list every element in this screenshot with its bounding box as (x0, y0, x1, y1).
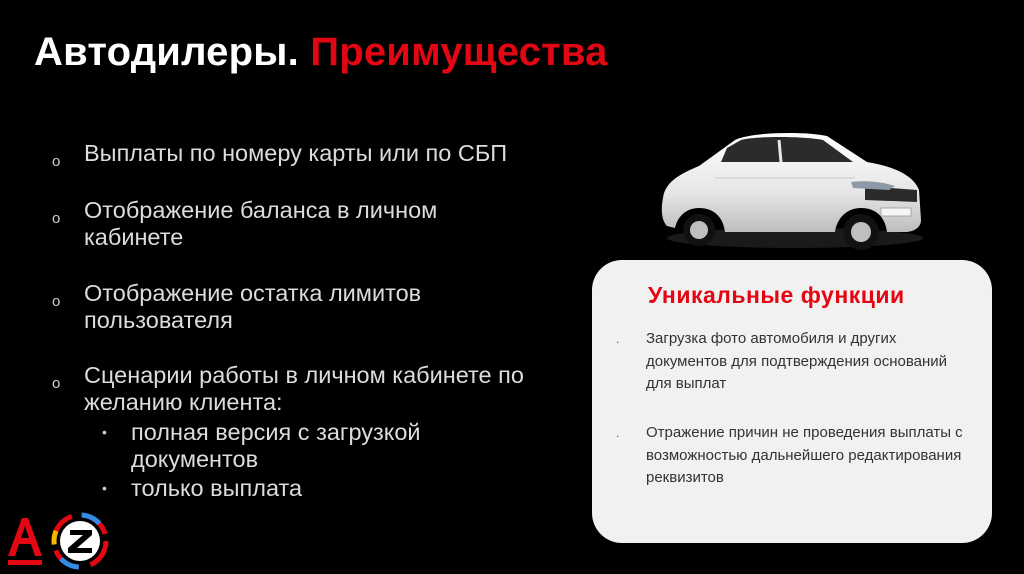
list-item (616, 328, 976, 396)
alfa-logo-icon (8, 518, 42, 565)
bullet-marker: o (52, 375, 61, 392)
bullet-marker: o (52, 293, 61, 310)
bullet-marker: o (52, 210, 61, 227)
unique-features-card (592, 260, 992, 543)
list-item (52, 280, 492, 334)
card-item-marker: . (616, 426, 620, 440)
bullet-text: Отображение остатка лимитов пользователя (84, 280, 422, 333)
list-item (52, 362, 582, 416)
card-item-text: Отражение причин не проведения выплаты с возможностью дальнейшего редактирования реквизитов (646, 424, 963, 486)
sub-bullet-marker: • (102, 424, 107, 440)
title-accent: Преимущества (310, 30, 608, 74)
list-item (52, 140, 572, 170)
page-title (34, 30, 608, 75)
bullet-text: Сценарии работы в личном кабинете по желанию клиента: (84, 362, 524, 415)
title-prefix: Автодилеры. (34, 30, 299, 74)
sub-list-item (102, 475, 482, 502)
car-image (655, 128, 925, 253)
sub-bullet-marker: • (102, 480, 107, 496)
alfa-z-logo (4, 512, 114, 570)
bullet-marker: o (52, 153, 61, 170)
sub-list-item (102, 419, 482, 473)
card-item-text: Загрузка фото автомобиля и других документов для подтверждения оснований для выплат (646, 330, 948, 392)
sub-bullet-text: полная версия с загрузкой документов (131, 419, 421, 472)
z-logo-icon (54, 515, 106, 567)
sub-bullet-text: только выплата (131, 475, 303, 501)
card-item-marker: . (616, 332, 620, 346)
bullet-text: Отображение баланса в личном кабинете (84, 197, 438, 250)
bullet-text: Выплаты по номеру карты или по СБП (84, 140, 508, 166)
list-item (52, 197, 492, 251)
list-item (616, 422, 976, 490)
card-title: Уникальные функции (648, 282, 905, 308)
